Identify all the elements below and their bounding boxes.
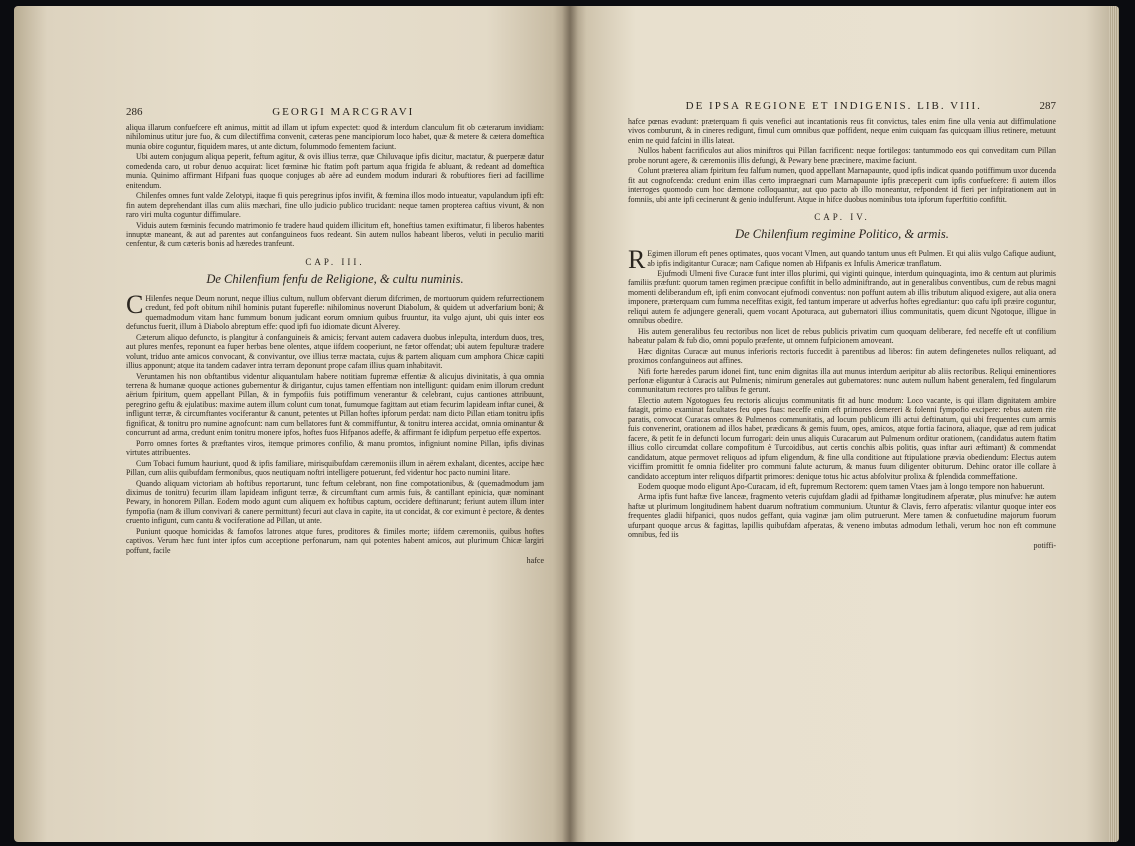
right-page-number: 287: [1039, 100, 1056, 112]
left-running-title: GEORGI MARCGRAVI: [272, 106, 415, 118]
right-paragraph: Nifi forte hæredes parum idonei fint, tunc enim dignitas illa aut munus interdum aeripitur ab aliis rectoribus. Reliqui eminentiores perfonæ eliguntur à Curacis aut Pulmenis; nimirum generales aut gubernatores: nunc autem nullum habent generalem, fed fingularum communitatum rectores pro talibus fe gerunt.: [628, 366, 1056, 395]
right-paragraph: hafce pœnas evadunt: præterquam fi quis venefici aut incantationis reus fit convictus, tales enim fine ulla venia aut diffimulatione vivos comburunt, & in cineres redigunt, fimul cum omnibus quæ poffident, neque enim cuiquam fas quicquam illius retinere, metuunt enim ne quid fafcini in illis lateat.: [628, 117, 1056, 145]
right-catchword: potiffi-: [1033, 540, 1056, 550]
left-page: [14, 6, 570, 842]
right-paragraph: Electio autem Ngotogues feu rectoris alicujus communitatis fit ad hunc modum: Loco vacante, is qui illam dignitatem ambire fatagit, primo examinat facultates feu opes fuas: neceffe enim eft primores demereri & folenni fympofio excipere: rebus autem rite paratis, convocat Curacas omnes & Pulmenos communitatis, ad locum publicum illi actui deftinatum, qui ubi frequentes cum armis fuis convenerint, orationem ad illos habet, prædicans & gemis fuum, opes, amicos, atque fortia facinora, aliaque, quæ ad rem judicat facere, & petit fe in defuncti locum furrogari: dein unus aliquis Curacarum aut Pulmenum orditur orationem, (candidatus autem ftatim illius collo circumdat collare compofitum è Turcoidibus, aut certis conchis albis politis, quas inftar auri æftimant) & commendat candidatum, atque permovet reliquos ad ipfum eligendum, & fine ulla conditione aut ftipulatione prævia obediendum: Electus autem viciffim promittit fe omnia fideliter pro communi falute acturum, & manus fuum diligenter obiturum. Dehinc orator ille collare à candidato acceptum inter reliquos difpartit primores: denique totus hic actus abfolvitur prolixa & fplendida commeffatione.: [628, 395, 1056, 481]
left-paragraph: Cum Tobaci fumum hauriunt, quod & ipfis familiare, mirisquibufdam cæremoniis illum in aërem exhalant, dicentes, accipe hæc Pillan, cum aliis quibufdam fermonibus, quos neutiquam noftri intelligere potuerunt, fed videntur hoc pacto numini litare.: [126, 458, 544, 478]
left-paragraph: C Hilenfes neque Deum norunt, neque illius cultum, nullum obfervant dierum difcrimen, de mortuorum quidem refurrectionem credunt, fed poft obitum nihil hominis putant fuperefle: nihilominus noverunt Diabolum, & quidem ut adverfarium boni; & quemadmodum vitam hanc fummum bonum judicant eorum omnium quibus fruuntur, ita vulgo ajunt, ubi quis inter eos defunctus fuerit, illum à Diabolo abreptum effe: quod ipfi fuo idiomate dicunt Alverey.: [126, 289, 544, 332]
right-paragraph: Ejufmodi Ulmeni five Curacæ funt inter illos plurimi, qui viginti quinque, interdum quinquaginta, imo & centum aut plurimis familiis præfunt: quorum tamen regimen præcipue confiftit in bello adminiftrando, aut in generalibus conventibus, cum de rebus magni momenti deliberandum eft, ipfi enim convocant ejufmodi conventus: non poffunt autem ab illis tributum aliquod exigere, aut alia onera imponere, præterquam cum fumma neceffitas exigit, fed tantum imperare ut adverfus hoftes egrediantur: quo cafu ipfi præire coguntur, reliqui autem fe adjungere generali, quem vocant Apoturaca, aut gubernatori illius communitatis, quem dicunt Ngotoque, illigue in omnibus obedire.: [628, 268, 1056, 326]
right-running-head: [628, 100, 1056, 112]
right-running-title: DE IPSA REGIONE ET INDIGENIS. LIB. VIII.: [685, 100, 982, 112]
right-paragraph: His autem generalibus feu rectoribus non licet de rebus publicis privatim cum quoquam deliberare, fed neceffe eft ut confilium habeatur palam & fub dio, omni populo præfente, ut omnem fufpicionem amoveant.: [628, 326, 1056, 346]
left-paragraph: aliqua illarum confuefcere eft animus, mittit ad illam ut ipfum expectet: quod & interdum clanculum fit ob cæterarum invidiam: nihilominus utitur jure fuo, & cum dilectiffima convenit, cæteras pene mancipiorum loco habet, quæ & metere & cætera domeftica munia obire coguntur, fiquidem mares, ut ante dictum, folummodo fementem faciunt.: [126, 123, 544, 151]
right-paragraph: Colunt præterea aliam fpiritum feu falfum numen, quod appellant Marnapaunte, quod ipfis indicat quando potiffimum uxor ducenda fit aut cognofcenda: credunt enim illas certo impraegnari cum Marnapaunte ipfis præceperit cum ipfis confuefcere: fi autem illos interroges quomodo cum hoc dæmone colloquantur, aut quo pacto ab illo moneantur, refpondent id fieri per infpirationem aut in fomniis, ubi ante ipfi cecinerunt & genio indulferunt. Atque in hifce duobus nominibus tota ipforum fuperftitio confiftit.: [628, 166, 1056, 204]
left-page-content: [126, 106, 544, 565]
left-paragraph: Quando aliquam victoriam ab hoftibus reportarunt, tunc feftum celebrant, non fine compotationibus, & (quemadmodum jam diximus de tonitru) fecurim illam lapideam infigunt terræ, & circumftant cum armis fuis, & cantillant epinicia, quæ nominant Pewary, in honorem Pillan. Eodem modo agunt cum aliquem ex hoftibus captum, occidere deftinarunt; feriunt autem illum inter fympofia (nam & illum convivari & canere permittunt) fecuri aut clava in capite, ita ut concidat, & cor eximunt è pectore, & dentes cruento infigunt, cum cantu & vociferatione ad Pillan, ut ante.: [126, 478, 544, 526]
right-page-content: [628, 100, 1056, 550]
left-paragraph: Ubi autem conjugum aliqua peperit, feftum agitur, & ovis illius terræ, quæ Chiluvaque ipfis dicitur, mactatur, & puerperæ datur comedenda caro, ut robur denuo acquirat: licet fœminæ hic ftatim poft partum aqua frigida fe abluant, & redeant ad domeftica munia. Quinimo affirmant Hifpani fuas quoque conjuges ab aëre ad eundem modum indurari & robuftiores fieri ad facillime enitendum.: [126, 152, 544, 190]
book-spread: [14, 6, 1119, 842]
left-catchword: hafce: [526, 556, 544, 566]
right-paragraph: Nullos habent facrificulos aut alios miniftros qui Pillan facrificent: neque fortilegos: tantummodo eos qui conveditam cum Pillan probe norunt agere, & cæremoniis illis defungi, & Pewary bene præcinere, maxime faciunt.: [628, 146, 1056, 165]
page-edges: [1109, 6, 1119, 842]
right-drop-initial: R: [628, 245, 646, 275]
left-paragraph: Chilenfes omnes funt valde Zelotypi, itaque fi quis peregrinus ipfos invifit, & fœmina illos modo intueatur, vapulandum ipfi eft: fin autem deprehendant illas cum aliis mæchari, fine ullo judicio publico trucidant: neque tamen propterea caftius vivunt, & non raro viri multa coguntur diffimulare.: [126, 191, 544, 220]
right-page: [570, 6, 1119, 842]
book-gutter: [562, 6, 578, 842]
left-running-head: [126, 106, 544, 118]
right-paragraph: Eodem quoque modo eligunt Apo-Curacam, id eft, fupremum Rectorem: quem tamen Vtaes jam à longo tempore non habuerunt.: [638, 481, 1045, 491]
right-paragraph: Arma ipfis funt haftæ five lanceæ, fragmento veteris cujufdam gladii ad fpithamæ longitudinem afperatæ, plus minufve: hæ autem haftæ ut plurimum longitudinem habent duarum noftratium communium. Utuntur & Clavis, ferro afperatis: vilantur quoque inter eos frequentes gladii hifpanici, quos nudos geffant, quia vaginæ jam olim putruerunt. Mere tamen & confuetudine majorum fuorum ufurpant quoque arcus & fagittas, lapillis quibufdam afperatas, & veneno imbutas admodum lethali, verum hoc non eft commune omnibus, fed iis: [628, 492, 1056, 540]
left-paragraph: Porro omnes fortes & præftantes viros, itemque primores confilio, & manu promtos, infigniunt nomine Pillan, ipfis divinas virtutes attribuentes.: [126, 438, 544, 458]
right-chapter-label: CAP. IV.: [814, 212, 870, 223]
left-paragraph: Puniunt quoque homicidas & famofos latrones atque fures, proditores & fimiles morte; iifdem cæremoniis, quibus hoftes captivos. Verum hæc funt inter ipfos cum acceptione perfonarum, nam qui potentes habent amicos, aut plurimum Chicæ largiri poffunt, facile: [126, 526, 544, 555]
left-drop-initial: C: [126, 289, 144, 319]
left-page-number: 286: [126, 106, 143, 118]
left-chapter-title: De Chilenfium fenfu de Religione, & cultu numinis.: [206, 271, 464, 286]
right-paragraph: R Egimen illorum eft penes optimates, quos vocant Vlmen, aut quando tantum unus eft Pulmen. Et qui aliis vulgo Cafique audiunt, ab ipfis indigitantur Curacæ; nam Cafique nomen ab Hifpanis ex Infulis Americæ tranflatum.: [628, 245, 1056, 275]
right-paragraph: Hæc dignitas Curacæ aut munus inferioris rectoris fuccedit à parentibus ad liberos: fin autem defingenetes nullos reliquant, ad proximos confanguineos aut affines.: [628, 346, 1056, 366]
left-paragraph: Viduis autem fœminis fecundo matrimonio fe tradere haud quidem illicitum eft, honeftius tamen exiftimatur, fi liberos habentes innuptæ maneant, & aut ad parentes aut confanguineos fuos redeant. Sin autem nullos habeant liberos, veluti in peculio mariti cenfentur, & cum cæteris bonis ad hæredes tranfeunt.: [126, 220, 544, 249]
left-chapter-label: CAP. III.: [305, 256, 365, 267]
left-paragraph: Cæterum aliquo defuncto, is plangitur à confanguineis & amicis; fervant autem cadavera duobus inlepulta, interdum duos, tres, aut plures menfes, reponunt ea fuper herbas bene olentes, atque iifdem cooperiunt, ne fætor offendat; ubi autem fepulturæ tradere volunt, triduo ante amicos convocant, & convivantur, ove illius terræ mactata, cujus & partem aliquam cum amphora Chicæ capiti illius apponunt; atque ita tandem cadaver intra terram deponunt prope cafam illius quam inhabitavit.: [126, 332, 544, 371]
right-chapter-title: De Chilenfium regimine Politico, & armis.: [735, 227, 949, 242]
left-paragraph: Veruntamen his non obftantibus videntur aliquantulam habere notitiam fupremæ effentiæ & alicujus divinitatis, à qua omnia terrena & humanæ quoque actiones gubernentur & dirigantur, cujus tamen effentiam non intelligunt: quidam enim illorum credunt aërium fpiritum, quem appellant Pillan, & in fympofiis fuis potiffimum venerantur & celebrant, cujus cantiones attribuunt, peregrino geftu & ejulatibus: maxime autem illum colunt cum tonat, fumumque fagittam aut etiam fecurim lapideam inftar cunei, & infligunt terræ, & circumftantes vociferantur & canunt, petentes ut Pillan hoftes ipforum perdat: nam dicto Pillan etiam tonitru ipfis fignificat, & tonitru pro numine agnofcunt: nam cum bellatores funt & commiffuntur, & tonitru interea accidat, omnia ominantur & concurrunt ad arma, credunt enim tonitru monere ipfos, hoftes fuos Hifpanos adeffe, & affirmant fe idipfum perpetuo effe expertos.: [126, 371, 544, 438]
